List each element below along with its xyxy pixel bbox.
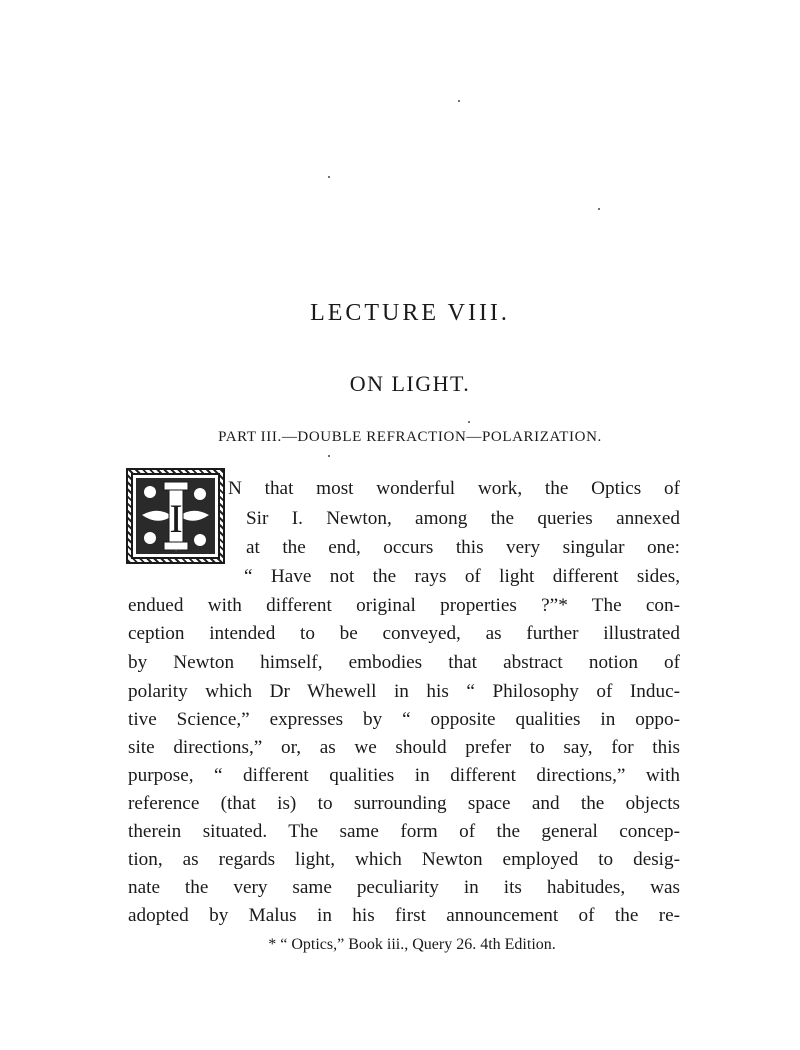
scan-speck [458,100,460,102]
body-line: reference (that is) to surrounding space and the objects [128,793,680,814]
body-line: N that most wonderful work, the Optics of [228,478,680,499]
body-line: ception intended to be conveyed, as further illustrated [128,623,680,644]
scan-speck [468,421,470,423]
body-line: adopted by Malus in his first announcement of the re- [128,905,680,926]
subject-heading: ON LIGHT. [349,371,471,396]
scan-speck [328,455,330,457]
body-line: polarity which Dr Whewell in his “ Philosophy of Induc- [128,681,680,702]
drop-cap-letter: I [169,496,183,541]
body-line: by Newton himself, embodies that abstract notion of [128,652,680,673]
body-line: at the end, occurs this very singular one: [246,537,680,558]
body-line: tion, as regards light, which Newton employed to desig- [128,849,680,870]
body-line: purpose, “ different qualities in different directions,” with [128,765,680,786]
body-line: endued with different original properties ?”* The con- [128,595,680,616]
footnote: * “ Optics,” Book iii., Query 26. 4th Edition. [268,936,556,953]
part-heading: PART III.—DOUBLE REFRACTION—POLARIZATION. [218,429,602,445]
scan-speck [328,176,330,178]
body-line: Sir I. Newton, among the queries annexed [246,508,680,529]
scan-speck [598,208,600,210]
lecture-heading: LECTURE VIII. [310,300,510,326]
body-line: nate the very same peculiarity in its habitudes, was [128,877,680,898]
body-line: “ Have not the rays of light different sides, [244,566,680,587]
body-line: tive Science,” expresses by “ opposite qualities in oppo- [128,709,680,730]
body-line: site directions,” or, as we should prefer to say, for this [128,737,680,758]
body-line: therein situated. The same form of the general concep- [128,821,680,842]
ornamental-drop-cap [126,468,225,564]
drop-cap-ornament [128,470,223,562]
